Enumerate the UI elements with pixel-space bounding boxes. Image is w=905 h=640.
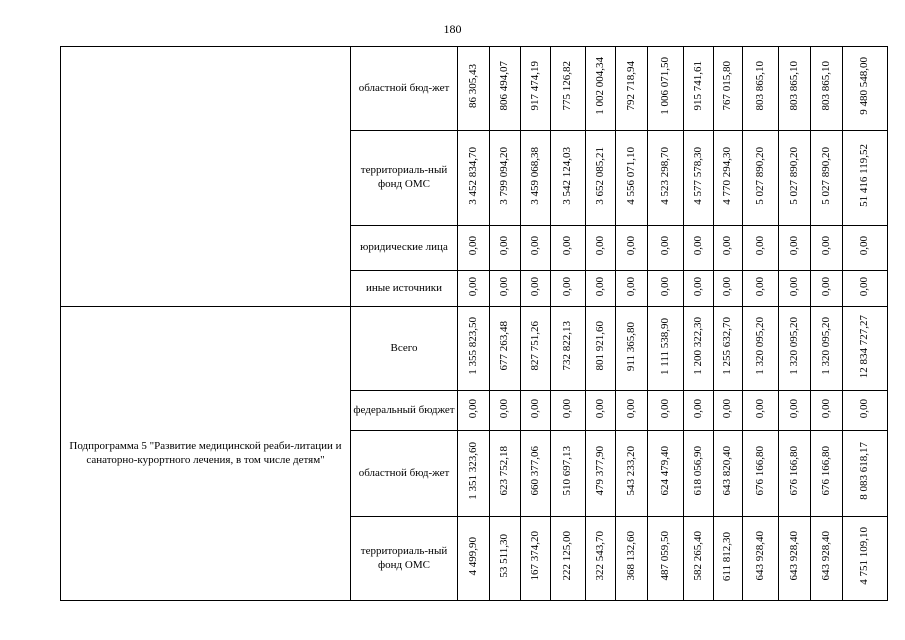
funding-source: областной бюд-жет bbox=[351, 47, 458, 131]
value-cell bbox=[743, 517, 779, 601]
value-cell bbox=[490, 391, 521, 431]
value-cell bbox=[648, 271, 684, 307]
value-text: 0,00 bbox=[593, 276, 606, 296]
value-cell bbox=[779, 271, 811, 307]
value-text: 53 511,30 bbox=[498, 534, 511, 578]
value-cell bbox=[458, 47, 490, 131]
value-text: 8 083 618,17 bbox=[858, 442, 871, 500]
value-cell bbox=[458, 307, 490, 391]
value-text: 0,00 bbox=[624, 398, 637, 418]
value-cell bbox=[551, 431, 586, 517]
value-cell bbox=[586, 431, 616, 517]
value-text: 676 166,80 bbox=[753, 446, 766, 496]
value-cell bbox=[714, 307, 743, 391]
value-text: 0,00 bbox=[528, 276, 541, 296]
value-text: 4 499,90 bbox=[466, 536, 479, 576]
value-cell bbox=[586, 47, 616, 131]
value-cell bbox=[648, 391, 684, 431]
value-cell bbox=[779, 226, 811, 271]
value-cell bbox=[521, 226, 551, 271]
value-text: 86 305,43 bbox=[466, 64, 479, 109]
value-text: 643 928,40 bbox=[753, 531, 766, 581]
value-cell bbox=[551, 226, 586, 271]
value-cell bbox=[743, 131, 779, 226]
value-text: 0,00 bbox=[593, 236, 606, 256]
value-cell bbox=[779, 131, 811, 226]
value-cell bbox=[490, 271, 521, 307]
value-text: 3 799 094,20 bbox=[498, 146, 511, 205]
value-cell bbox=[616, 431, 648, 517]
value-text: 676 166,80 bbox=[819, 446, 832, 496]
value-text: 543 233,20 bbox=[624, 446, 637, 496]
value-text: 801 921,60 bbox=[593, 321, 606, 371]
value-text: 0,00 bbox=[498, 276, 511, 296]
value-cell bbox=[811, 131, 843, 226]
value-cell bbox=[648, 47, 684, 131]
value-text: 806 494,07 bbox=[498, 61, 511, 111]
value-text: 0,00 bbox=[787, 236, 800, 256]
value-text: 510 697,13 bbox=[561, 446, 574, 496]
value-text: 5 027 890,20 bbox=[819, 146, 832, 205]
value-text: 775 126,82 bbox=[561, 61, 574, 111]
value-cell bbox=[811, 307, 843, 391]
value-text: 0,00 bbox=[561, 276, 574, 296]
value-text: 222 125,00 bbox=[561, 531, 574, 581]
value-text: 1 111 538,90 bbox=[658, 317, 671, 375]
value-cell bbox=[586, 517, 616, 601]
value-cell bbox=[648, 226, 684, 271]
value-text: 0,00 bbox=[624, 236, 637, 256]
value-text: 167 374,20 bbox=[528, 531, 541, 581]
value-text: 0,00 bbox=[858, 398, 871, 418]
value-text: 827 751,26 bbox=[528, 321, 541, 371]
value-cell bbox=[843, 391, 888, 431]
value-cell bbox=[743, 431, 779, 517]
value-cell bbox=[616, 391, 648, 431]
value-cell bbox=[714, 131, 743, 226]
value-text: 9 480 548,00 bbox=[858, 57, 871, 115]
value-cell bbox=[648, 517, 684, 601]
value-cell bbox=[714, 271, 743, 307]
value-cell bbox=[684, 131, 714, 226]
value-cell bbox=[521, 517, 551, 601]
table-row bbox=[61, 307, 888, 391]
value-cell bbox=[616, 271, 648, 307]
value-text: 0,00 bbox=[858, 236, 871, 256]
value-cell bbox=[586, 391, 616, 431]
value-cell bbox=[648, 131, 684, 226]
value-cell bbox=[684, 47, 714, 131]
value-cell bbox=[811, 226, 843, 271]
value-text: 3 459 068,38 bbox=[528, 146, 541, 205]
program-cell-continued bbox=[61, 47, 351, 307]
page-number: 180 bbox=[443, 22, 462, 36]
value-text: 0,00 bbox=[787, 398, 800, 418]
value-text: 0,00 bbox=[819, 236, 832, 256]
value-text: 803 865,10 bbox=[787, 61, 800, 111]
funding-source: Всего bbox=[351, 307, 458, 391]
value-text: 643 820,40 bbox=[721, 446, 734, 496]
value-cell bbox=[811, 517, 843, 601]
value-text: 911 365,80 bbox=[624, 321, 637, 371]
value-text: 623 752,18 bbox=[498, 446, 511, 496]
value-cell bbox=[490, 47, 521, 131]
value-text: 1 002 004,34 bbox=[593, 57, 606, 115]
value-text: 4 556 071,10 bbox=[624, 146, 637, 205]
value-cell bbox=[714, 47, 743, 131]
value-text: 1 320 095,20 bbox=[819, 317, 832, 375]
value-cell bbox=[521, 47, 551, 131]
value-text: 0,00 bbox=[466, 398, 479, 418]
value-text: 0,00 bbox=[658, 276, 671, 296]
value-cell bbox=[458, 271, 490, 307]
value-cell bbox=[743, 391, 779, 431]
value-cell bbox=[779, 391, 811, 431]
value-cell bbox=[551, 271, 586, 307]
value-cell bbox=[684, 431, 714, 517]
table-row bbox=[61, 47, 888, 131]
value-text: 0,00 bbox=[561, 398, 574, 418]
value-cell bbox=[586, 131, 616, 226]
value-text: 322 543,70 bbox=[593, 531, 606, 581]
value-text: 643 928,40 bbox=[787, 531, 800, 581]
value-text: 5 027 890,20 bbox=[787, 146, 800, 205]
value-cell bbox=[714, 431, 743, 517]
value-cell bbox=[490, 517, 521, 601]
value-cell bbox=[551, 131, 586, 226]
value-text: 5 027 890,20 bbox=[753, 146, 766, 205]
value-cell bbox=[616, 47, 648, 131]
value-text: 677 263,48 bbox=[498, 321, 511, 371]
value-text: 0,00 bbox=[819, 398, 832, 418]
value-cell bbox=[586, 226, 616, 271]
value-text: 582 265,40 bbox=[691, 531, 704, 581]
value-text: 803 865,10 bbox=[753, 61, 766, 111]
value-text: 1 351 323,60 bbox=[466, 442, 479, 500]
value-text: 3 652 085,21 bbox=[593, 146, 606, 205]
value-cell bbox=[843, 131, 888, 226]
value-text: 0,00 bbox=[753, 276, 766, 296]
value-text: 1 006 071,50 bbox=[658, 57, 671, 115]
value-text: 792 718,94 bbox=[624, 61, 637, 111]
value-cell bbox=[586, 271, 616, 307]
budget-table-body bbox=[61, 47, 888, 601]
funding-source: территориаль-ный фонд ОМС bbox=[351, 517, 458, 601]
value-text: 51 416 119,52 bbox=[858, 144, 871, 208]
value-text: 611 812,30 bbox=[721, 531, 734, 581]
value-text: 0,00 bbox=[819, 276, 832, 296]
value-cell bbox=[490, 431, 521, 517]
funding-source: юридические лица bbox=[351, 226, 458, 271]
value-text: 767 015,80 bbox=[721, 61, 734, 111]
value-text: 487 059,50 bbox=[658, 531, 671, 581]
value-text: 0,00 bbox=[658, 398, 671, 418]
value-text: 1 355 823,50 bbox=[466, 317, 479, 375]
budget-table bbox=[60, 46, 888, 601]
value-cell bbox=[684, 271, 714, 307]
value-text: 0,00 bbox=[498, 236, 511, 256]
value-cell bbox=[684, 226, 714, 271]
value-text: 4 577 578,30 bbox=[691, 146, 704, 205]
value-text: 0,00 bbox=[691, 236, 704, 256]
value-text: 917 474,19 bbox=[528, 61, 541, 111]
value-cell bbox=[616, 131, 648, 226]
value-cell bbox=[551, 47, 586, 131]
value-cell bbox=[521, 131, 551, 226]
value-cell bbox=[458, 226, 490, 271]
value-text: 1 255 632,70 bbox=[721, 317, 734, 375]
value-cell bbox=[843, 47, 888, 131]
value-cell bbox=[684, 517, 714, 601]
value-text: 479 377,90 bbox=[593, 446, 606, 496]
value-text: 0,00 bbox=[858, 276, 871, 296]
value-cell bbox=[458, 431, 490, 517]
value-text: 643 928,40 bbox=[819, 531, 832, 581]
funding-source: иные источники bbox=[351, 271, 458, 307]
program-5-name: Подпрограмма 5 "Развитие медицинской реаби-литации и санаторно-курортного лечения, в том числе детям" bbox=[61, 307, 351, 601]
value-cell bbox=[743, 226, 779, 271]
value-text: 1 320 095,20 bbox=[787, 317, 800, 375]
value-cell bbox=[521, 307, 551, 391]
value-text: 1 320 095,20 bbox=[753, 317, 766, 375]
value-text: 0,00 bbox=[721, 276, 734, 296]
value-cell bbox=[779, 307, 811, 391]
value-cell bbox=[490, 307, 521, 391]
value-text: 3 542 124,03 bbox=[561, 146, 574, 205]
value-text: 4 751 109,10 bbox=[858, 527, 871, 585]
value-cell bbox=[684, 391, 714, 431]
value-cell bbox=[521, 431, 551, 517]
value-cell bbox=[684, 307, 714, 391]
value-text: 4 770 294,30 bbox=[721, 146, 734, 205]
value-cell bbox=[743, 307, 779, 391]
value-cell bbox=[521, 271, 551, 307]
value-text: 1 200 322,30 bbox=[691, 317, 704, 375]
value-text: 0,00 bbox=[787, 276, 800, 296]
value-cell bbox=[616, 307, 648, 391]
value-text: 915 741,61 bbox=[691, 61, 704, 111]
value-text: 4 523 298,70 bbox=[658, 146, 671, 205]
value-text: 0,00 bbox=[721, 398, 734, 418]
value-cell bbox=[743, 47, 779, 131]
value-cell bbox=[811, 271, 843, 307]
funding-source: территориаль-ный фонд ОМС bbox=[351, 131, 458, 226]
value-text: 803 865,10 bbox=[819, 61, 832, 111]
value-cell bbox=[616, 226, 648, 271]
value-text: 0,00 bbox=[691, 398, 704, 418]
value-cell bbox=[648, 431, 684, 517]
value-cell bbox=[714, 391, 743, 431]
value-cell bbox=[490, 226, 521, 271]
value-cell bbox=[811, 431, 843, 517]
value-text: 0,00 bbox=[721, 236, 734, 256]
value-cell bbox=[743, 271, 779, 307]
funding-source: областной бюд-жет bbox=[351, 431, 458, 517]
value-cell bbox=[843, 226, 888, 271]
value-cell bbox=[648, 307, 684, 391]
value-text: 624 479,40 bbox=[658, 446, 671, 496]
value-cell bbox=[586, 307, 616, 391]
value-text: 3 452 834,70 bbox=[466, 146, 479, 205]
value-text: 0,00 bbox=[466, 236, 479, 256]
value-text: 732 822,13 bbox=[561, 321, 574, 371]
value-cell bbox=[811, 47, 843, 131]
value-text: 0,00 bbox=[528, 398, 541, 418]
value-text: 0,00 bbox=[498, 398, 511, 418]
value-text: 0,00 bbox=[624, 276, 637, 296]
value-text: 0,00 bbox=[466, 276, 479, 296]
value-cell bbox=[714, 517, 743, 601]
value-cell bbox=[843, 307, 888, 391]
value-text: 0,00 bbox=[753, 236, 766, 256]
value-cell bbox=[490, 131, 521, 226]
value-text: 0,00 bbox=[528, 236, 541, 256]
value-cell bbox=[843, 431, 888, 517]
value-text: 618 056,90 bbox=[691, 446, 704, 496]
value-cell bbox=[458, 391, 490, 431]
value-cell bbox=[714, 226, 743, 271]
value-cell bbox=[843, 271, 888, 307]
value-cell bbox=[551, 307, 586, 391]
funding-source: федеральный бюджет bbox=[351, 391, 458, 431]
value-cell bbox=[551, 517, 586, 601]
value-cell bbox=[458, 131, 490, 226]
value-text: 660 377,06 bbox=[528, 446, 541, 496]
value-text: 0,00 bbox=[658, 236, 671, 256]
value-cell bbox=[458, 517, 490, 601]
value-cell bbox=[551, 391, 586, 431]
value-text: 0,00 bbox=[753, 398, 766, 418]
value-cell bbox=[843, 517, 888, 601]
value-cell bbox=[779, 47, 811, 131]
value-cell bbox=[521, 391, 551, 431]
value-text: 676 166,80 bbox=[787, 446, 800, 496]
value-cell bbox=[779, 517, 811, 601]
value-text: 368 132,60 bbox=[624, 531, 637, 581]
value-text: 0,00 bbox=[691, 276, 704, 296]
value-cell bbox=[779, 431, 811, 517]
value-text: 0,00 bbox=[593, 398, 606, 418]
value-text: 0,00 bbox=[561, 236, 574, 256]
value-cell bbox=[616, 517, 648, 601]
value-cell bbox=[811, 391, 843, 431]
value-text: 12 834 727,27 bbox=[858, 314, 871, 378]
